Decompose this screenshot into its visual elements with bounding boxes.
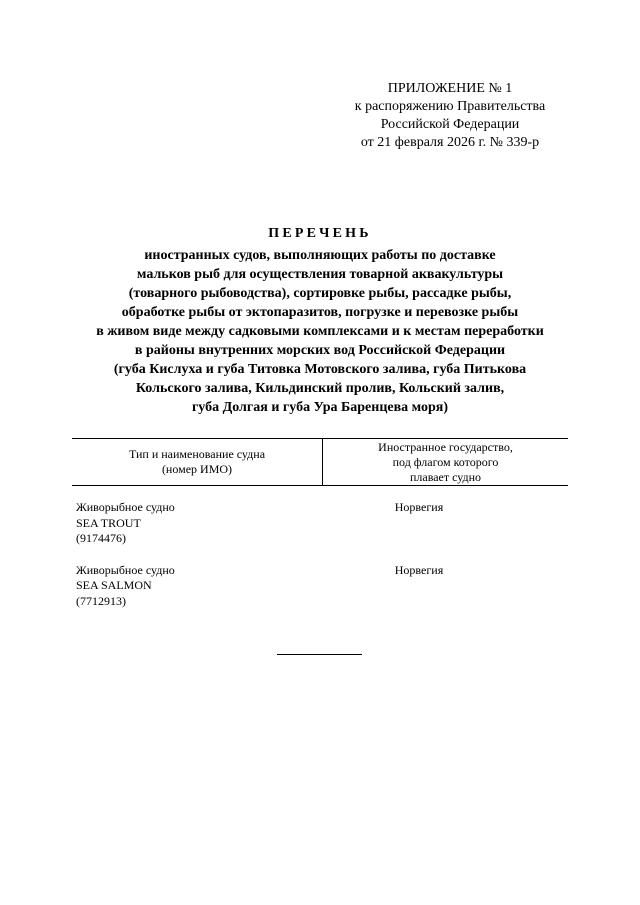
column-header-flag-state xyxy=(323,439,568,485)
appendix-block xyxy=(300,80,600,152)
subheading-line: Кольского залива, Кильдинский пролив, Кольский залив, xyxy=(135,381,505,396)
column-header-line: плавает судно xyxy=(409,469,482,484)
table-row xyxy=(76,563,572,610)
vessel-type: Живорыбное судно xyxy=(76,562,175,577)
appendix-line-date: от 21 февраля 2026 г. № 339-р xyxy=(360,135,540,150)
flag-state-cell: Норвегия xyxy=(394,562,444,577)
end-divider-line xyxy=(277,654,362,655)
appendix-title: ПРИЛОЖЕНИЕ № 1 xyxy=(387,81,513,96)
vessel-type: Живорыбное судно xyxy=(76,500,175,514)
table-body xyxy=(76,500,572,625)
column-header-line: Иностранное государство, xyxy=(378,439,513,454)
subheading-line: в живом виде между садковыми комплексами и к местам переработки xyxy=(96,324,544,339)
subheading-line: (товарного рыбоводства), сортировке рыбы, рассадке рыбы, xyxy=(128,286,512,301)
subheading-line: (губа Кислуха и губа Титовка Мотовского залива, губа Питькова xyxy=(113,362,527,377)
flag-state-cell: Норвегия xyxy=(394,500,444,514)
vessel-name: SEA SALMON xyxy=(76,578,152,592)
column-header-line: Тип и наименование судна xyxy=(128,447,266,461)
appendix-line-order: к распоряжению Правительства xyxy=(354,99,546,114)
vessel-cell xyxy=(76,500,326,547)
subheading-line: в районы внутренних морских вод Российской Федерации xyxy=(134,343,506,358)
vessel-imo: (7712913) xyxy=(76,593,126,608)
table-row xyxy=(76,500,572,547)
table-header xyxy=(72,438,568,486)
vessel-cell xyxy=(76,563,326,610)
column-header-vessel xyxy=(72,439,323,485)
subheading-line: губа Долгая и губа Ура Баренцева моря) xyxy=(191,400,449,415)
column-header-line: (номер ИМО) xyxy=(161,462,233,476)
subheading-line: мальков рыб для осуществления товарной аквакультуры xyxy=(136,267,504,282)
appendix-line-government: Российской Федерации xyxy=(380,117,520,132)
subheading-line: иностранных судов, выполняющих работы по доставке xyxy=(144,248,496,263)
column-header-line: под флагом которого xyxy=(392,454,499,469)
vessel-name: SEA TROUT xyxy=(76,515,141,530)
document-heading: ПЕРЕЧЕНЬ xyxy=(268,226,372,241)
subheading-line: обработке рыбы от эктопаразитов, погрузке и перевозке рыбы xyxy=(121,305,519,320)
vessel-imo: (9174476) xyxy=(76,531,126,545)
document-subheading xyxy=(40,246,600,417)
